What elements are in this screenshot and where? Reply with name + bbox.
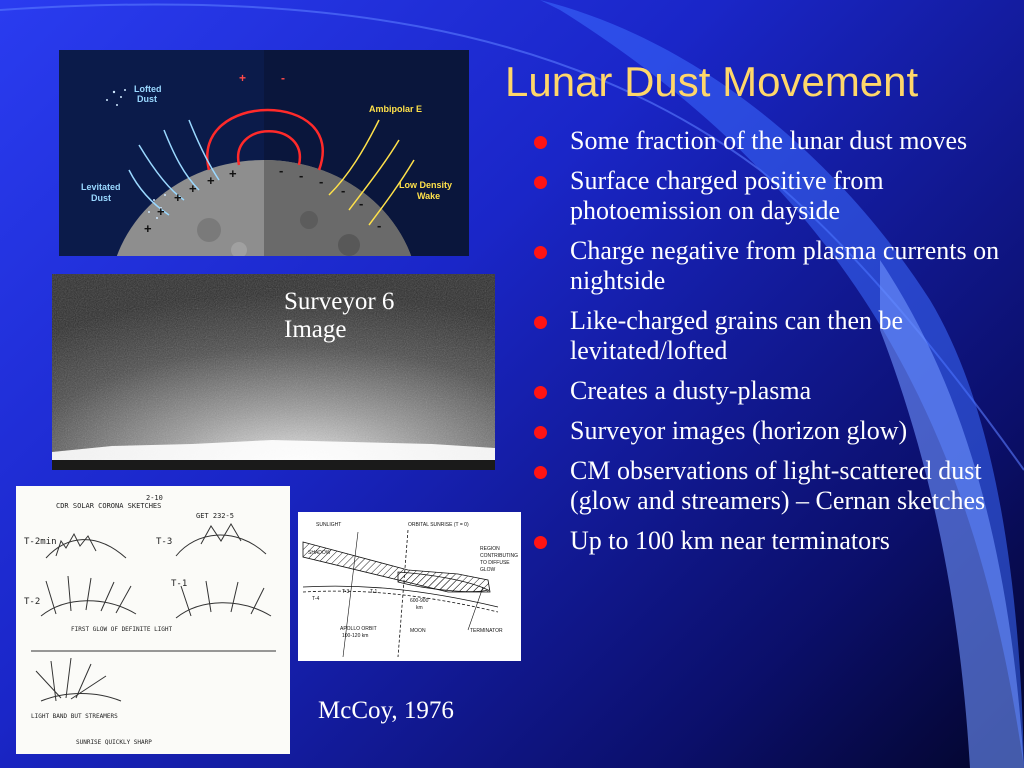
- bullet-icon: [534, 176, 547, 189]
- bullet-text: Up to 100 km near terminators: [570, 526, 890, 555]
- plus-sign: +: [144, 221, 152, 236]
- minus-sign: -: [377, 218, 382, 233]
- plus-sign: +: [229, 166, 237, 181]
- bullet-icon: [534, 136, 547, 149]
- surveyor-caption: [284, 288, 394, 344]
- surveyor-caption-line1: Surveyor 6: [284, 288, 395, 315]
- sketch-t-label: T-1: [171, 579, 188, 589]
- plus-sign: +: [174, 190, 182, 205]
- citation: McCoy, 1976: [318, 697, 454, 724]
- sketch-get: GET 232-5: [196, 512, 234, 520]
- label-levitated-dust: Dust: [91, 193, 111, 203]
- surveyor-6-photo: [52, 274, 495, 470]
- minus-sign: -: [341, 183, 346, 198]
- orbit-t-mark: T-1: [370, 589, 378, 595]
- minus-sign: -: [279, 163, 284, 178]
- minus-sign: -: [281, 71, 285, 85]
- bullet-icon: [534, 536, 547, 549]
- bullet-item: [532, 376, 1002, 406]
- sketch-t-label: T-2: [24, 597, 41, 607]
- bullet-icon: [534, 466, 547, 479]
- label-low-density: Low Density: [399, 180, 453, 190]
- orbit-label-glow: GLOW: [480, 567, 496, 573]
- bullet-icon: [534, 246, 547, 259]
- plus-sign: +: [239, 71, 247, 85]
- orbit-label-to-diffuse: TO DIFFUSE: [480, 560, 510, 566]
- bullet-icon: [534, 426, 547, 439]
- label-levitated: Levitated: [81, 182, 121, 192]
- plus-sign: +: [207, 173, 215, 188]
- surveyor-caption-line2: Image: [284, 316, 347, 343]
- bullet-item: [532, 126, 1002, 156]
- sketch-note: FIRST GLOW OF DEFINITE LIGHT: [71, 626, 173, 633]
- orbit-label-moon: MOON: [410, 628, 426, 634]
- orbit-label-apollo: APOLLO ORBIT: [340, 626, 377, 632]
- bullet-item: [532, 526, 1002, 556]
- apollo-orbit-diagram: [298, 512, 521, 661]
- orbit-t-mark: T-3: [342, 589, 350, 595]
- sketch-t-label: T-2min: [24, 537, 57, 547]
- bullet-text: Surface charged positive from photoemission on dayside: [570, 166, 884, 225]
- orbit-label-sunrise: ORBITAL SUNRISE (T = 0): [408, 522, 469, 528]
- bullet-icon: [534, 386, 547, 399]
- bullet-text: CM observations of light-scattered dust (glow and streamers) – Cernan sketches: [570, 456, 986, 515]
- label-ambipolar: Ambipolar E: [369, 104, 423, 114]
- bullet-text: Charge negative from plasma currents on nightside: [570, 236, 1000, 295]
- orbit-t-mark: T-4: [312, 596, 320, 602]
- orbit-label-alt-range: 600-900: [410, 598, 429, 604]
- slide-title: Lunar Dust Movement: [505, 58, 919, 105]
- minus-sign: -: [319, 174, 324, 189]
- sketch-note: LIGHT BAND BUT STREAMERS: [31, 713, 118, 720]
- bullet-list: [532, 126, 1002, 566]
- minus-sign: -: [359, 196, 364, 211]
- orbit-label-km: km: [416, 605, 423, 611]
- bullet-item: [532, 236, 1002, 296]
- sketch-note: SUNRISE QUICKLY SHARP: [76, 739, 152, 746]
- minus-sign: -: [299, 168, 304, 183]
- bullet-text: Some fraction of the lunar dust moves: [570, 126, 968, 155]
- bullet-text: Like-charged grains can then be levitated/lofted: [570, 306, 904, 365]
- bullet-item: [532, 416, 1002, 446]
- orbit-label-sunlight: SUNLIGHT: [316, 522, 342, 528]
- bullet-item: [532, 456, 1002, 516]
- bullet-text: Creates a dusty-plasma: [570, 376, 812, 405]
- plus-sign: +: [157, 204, 165, 219]
- bullet-icon: [534, 316, 547, 329]
- orbit-label-contributing: CONTRIBUTING: [480, 553, 519, 559]
- bullet-item: [532, 306, 1002, 366]
- sketch-t-label: T-3: [156, 537, 173, 547]
- label-lofted: Lofted: [134, 84, 162, 94]
- bullet-text: Surveyor images (horizon glow): [570, 416, 908, 445]
- plus-sign: +: [189, 181, 197, 196]
- orbit-label-terminator: TERMINATOR: [470, 628, 503, 634]
- orbit-label-orbit-alt: 100-120 km: [342, 633, 369, 639]
- bullet-item: [532, 166, 1002, 226]
- cernan-sketch: [16, 486, 290, 754]
- orbit-label-region: REGION: [480, 546, 500, 552]
- sketch-time: 2-10: [146, 494, 163, 502]
- sketch-header: CDR SOLAR CORONA SKETCHES: [56, 502, 162, 510]
- lunar-charging-diagram: [59, 50, 469, 256]
- label-wake: Wake: [417, 191, 441, 201]
- label-lofted-dust: Dust: [137, 94, 157, 104]
